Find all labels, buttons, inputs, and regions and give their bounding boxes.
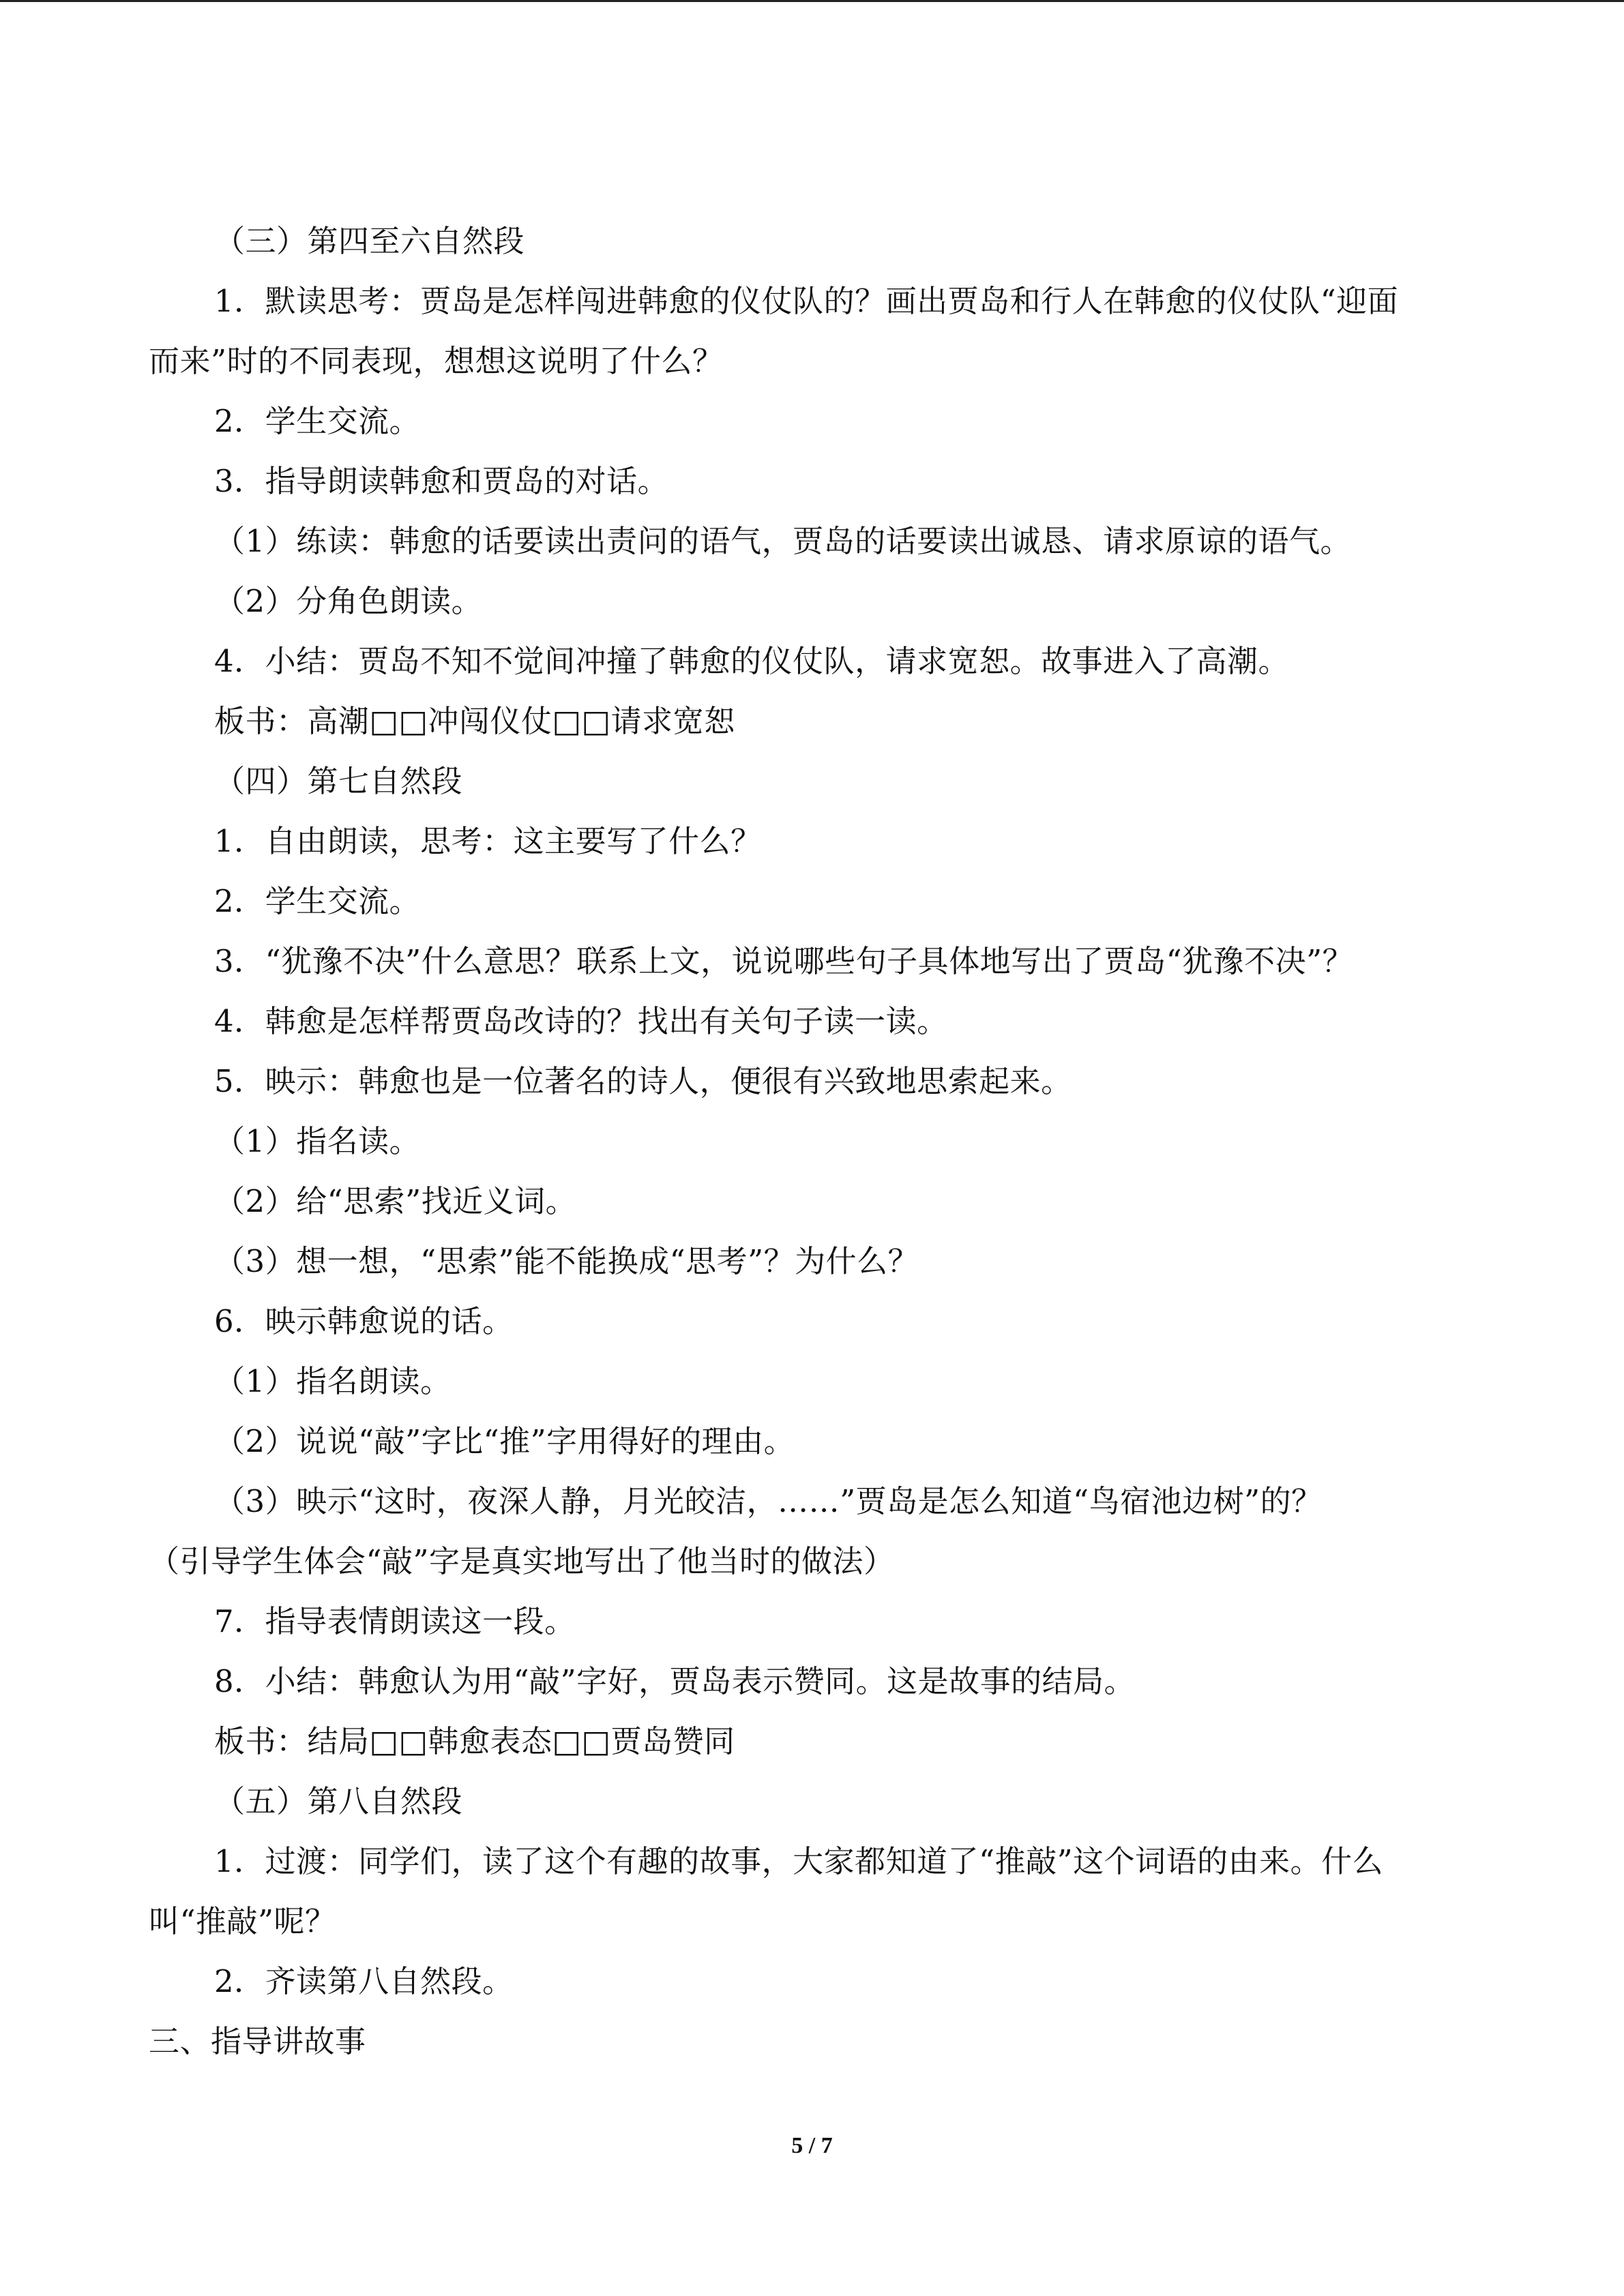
paragraph-line: （1）指名朗读。 [214,1363,452,1399]
section-heading: （三）第四至六自然段 [214,223,525,259]
paragraph-line: （引导学生体会“敲”字是真实地写出了他当时的做法） [149,1543,895,1579]
paragraph-line: 4．小结：贾岛不知不觉间冲撞了韩愈的仪仗队，请求宽恕。故事进入了高潮。 [214,643,1290,679]
paragraph-line: 3．指导朗读韩愈和贾岛的对话。 [214,463,669,499]
paragraph-line: （2）给“思索”找近义词。 [214,1183,577,1219]
section-heading: （五）第八自然段 [214,1783,463,1819]
paragraph-line: （3）映示“这时，夜深人静，月光皎洁，……”贾岛是怎么知道“鸟宿池边树”的？ [214,1483,1323,1519]
paragraph-line: 3．“犹豫不决”什么意思？联系上文，说说哪些句子具体地写出了贾岛“犹豫不决”？ [214,943,1354,979]
paragraph-line: （2）说说“敲”字比“推”字用得好的理由。 [214,1423,795,1459]
section-heading: （四）第七自然段 [214,763,463,799]
paragraph-line: 2．齐读第八自然段。 [214,1963,514,1999]
paragraph-line: （2）分角色朗读。 [214,583,483,619]
paragraph-line: （3）想一想，“思索”能不能换成“思考”？为什么？ [214,1243,919,1279]
paragraph-line: （1）指名读。 [214,1123,421,1159]
section-heading: 三、指导讲故事 [149,2023,366,2059]
paragraph-line: 2．学生交流。 [214,883,421,919]
page-number: 5 / 7 [791,2133,833,2158]
paragraph-line: 叫“推敲”呢？ [149,1903,336,1939]
blackboard-note: 板书：高潮□□冲闯仪仗□□请求宽恕 [214,703,735,739]
paragraph-line: 5．映示：韩愈也是一位著名的诗人，便很有兴致地思索起来。 [214,1063,1072,1099]
document-body [149,211,1475,2072]
paragraph-line: 7．指导表情朗读这一段。 [214,1603,576,1639]
paragraph-line: 6．映示韩愈说的话。 [214,1303,514,1339]
paragraph-line: 1．自由朗读，思考：这主要写了什么？ [214,823,762,859]
paragraph-line: 4．韩愈是怎样帮贾岛改诗的？找出有关句子读一读。 [214,1003,948,1039]
paragraph-line: 2．学生交流。 [214,403,421,439]
paragraph-line: （1）练读：韩愈的话要读出责问的语气，贾岛的话要读出诚恳、请求原谅的语气。 [214,523,1352,559]
top-border-rule [0,0,1624,2]
paragraph-line: 1．默读思考：贾岛是怎样闯进韩愈的仪仗队的？画出贾岛和行人在韩愈的仪仗队“迎面 [214,283,1399,319]
blackboard-note: 板书：结局□□韩愈表态□□贾岛赞同 [214,1723,735,1759]
paragraph-line: 8．小结：韩愈认为用“敲”字好，贾岛表示赞同。这是故事的结局。 [214,1663,1136,1699]
paragraph-line: 而来”时的不同表现，想想这说明了什么？ [149,343,724,379]
paragraph-line: 1．过渡：同学们，读了这个有趣的故事，大家都知道了“推敲”这个词语的由来。什么 [214,1843,1384,1879]
